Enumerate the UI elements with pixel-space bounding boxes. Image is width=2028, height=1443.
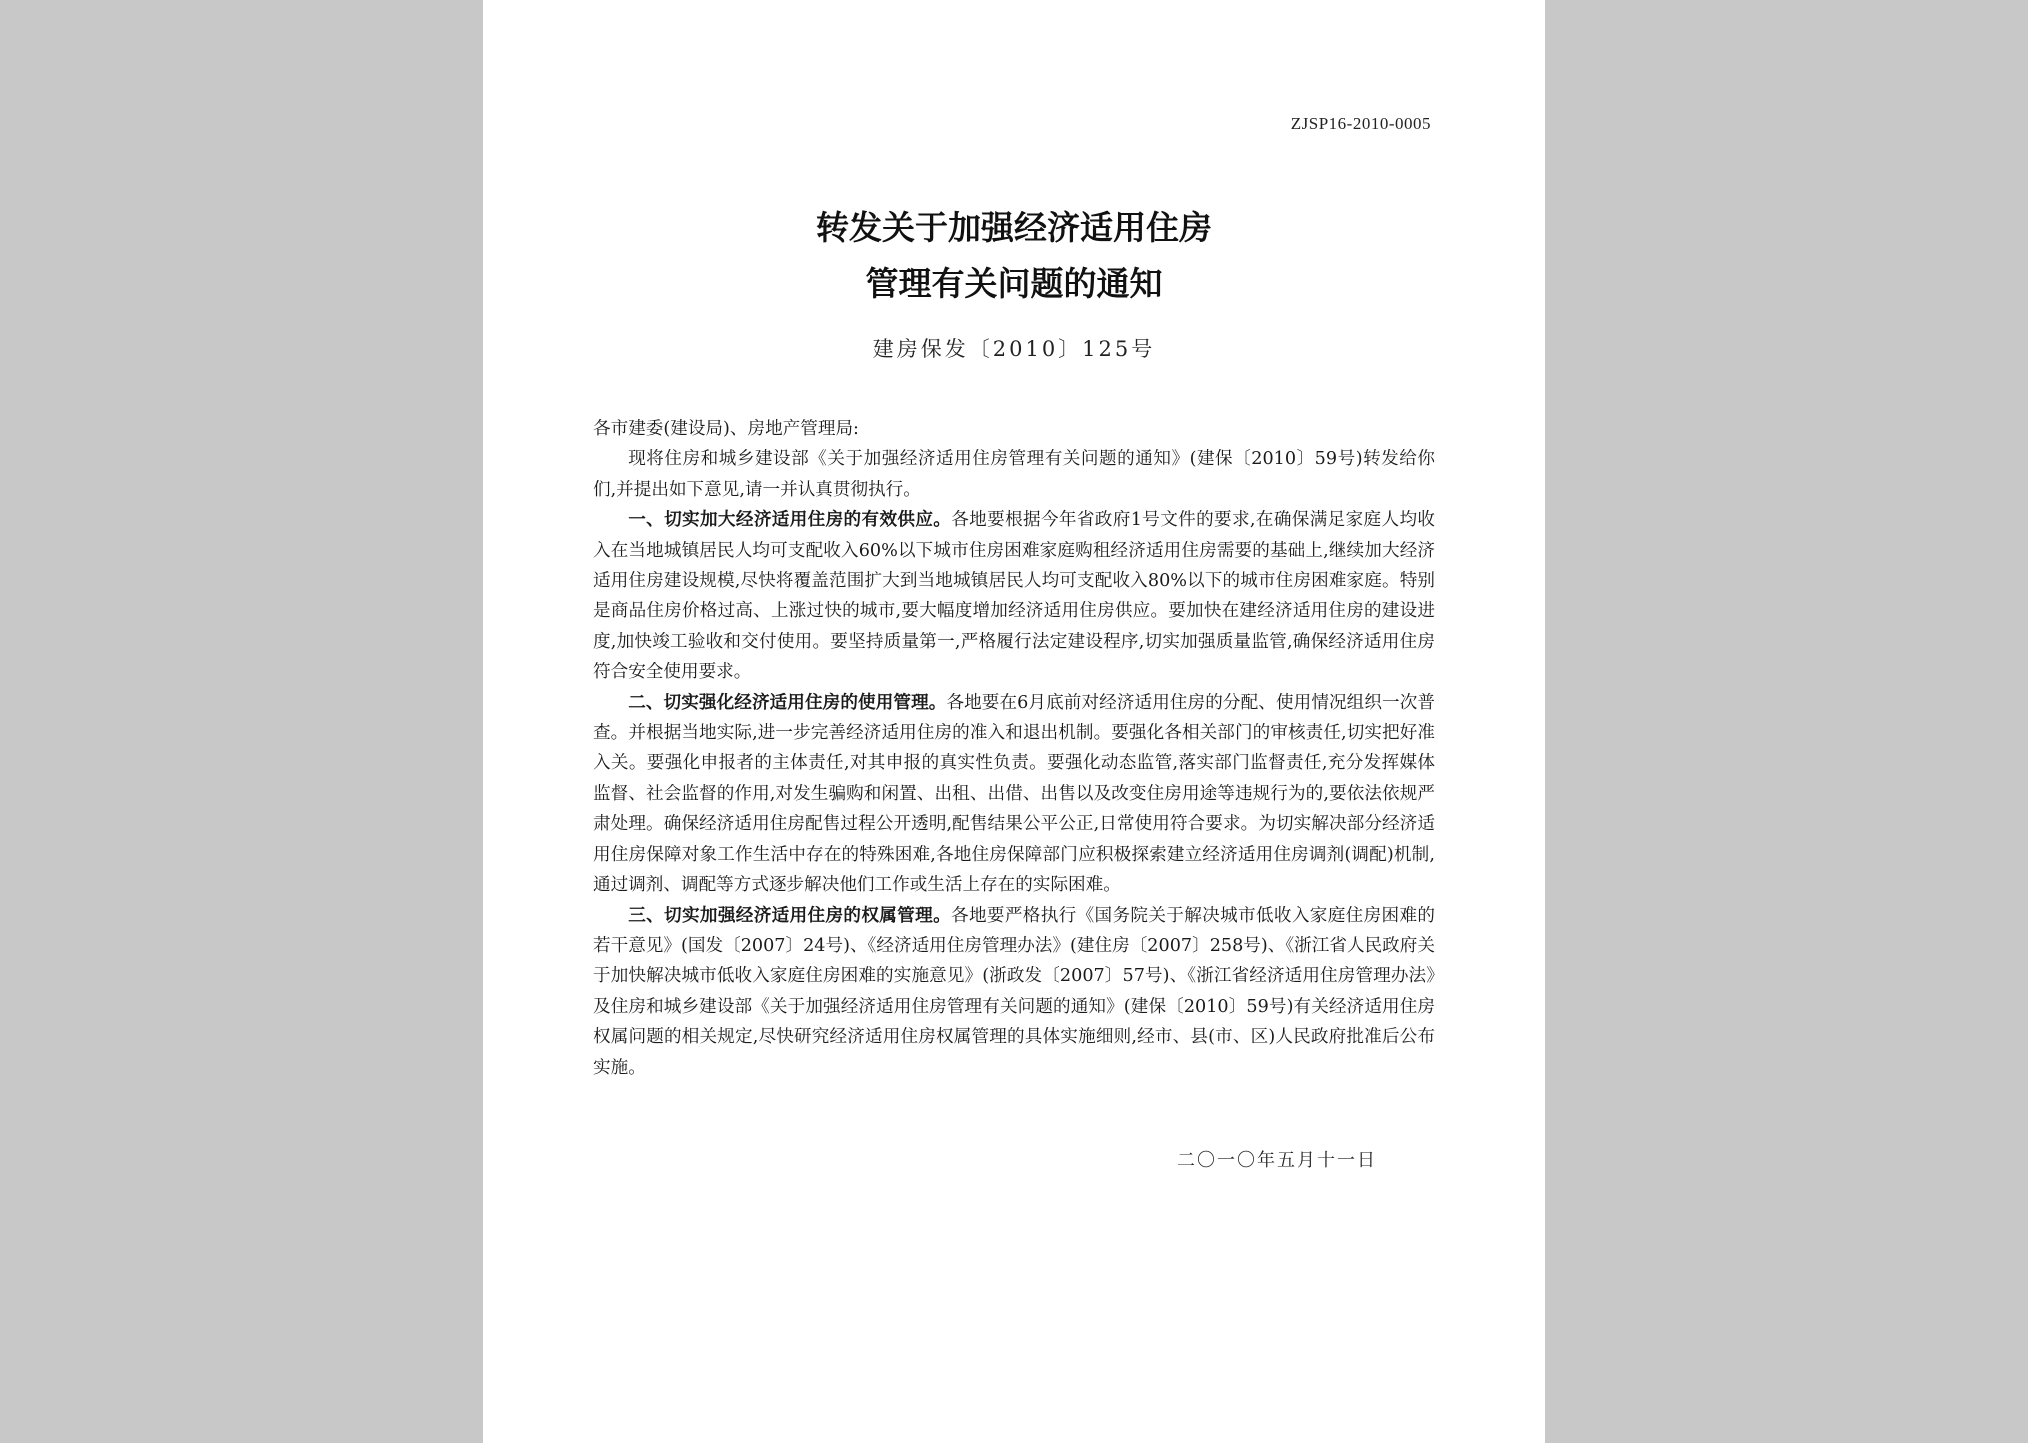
title-line-2: 管理有关问题的通知 [865, 264, 1163, 303]
document-code: ZJSP16-2010-0005 [1290, 114, 1431, 133]
section-text-2: 各地要在6月底前对经济适用住房的分配、使用情况组织一次普查。并根据当地实际,进一步完善经济适用住房的准入和退出机制。要强化各相关部门的审核责任,切实把好准入关。要强化申报者的主体责任,对其申报的真实性负责。要强化动态监管,落实部门监督责任,充分发挥媒体监督、社会监督的作用,对发生骗购和闲置、出租、出借、出售以及改变住房用途等违规行为的,要依法依规严肃处理。确保经济适用住房配售过程公开透明,配售结果公平公正,日常使用符合要求。为切实解决部分经济适用住房保障对象工作生活中存在的特殊困难,各地住房保障部门应积极探索建立经济适用住房调剂(调配)机制,通过调剂、调配等方式逐步解决他们工作或生活上存在的实际困难。 [593, 692, 1435, 896]
section-text-3: 各地要严格执行《国务院关于解决城市低收入家庭住房困难的若干意见》(国发〔2007〕24号)、《经济适用住房管理办法》(建住房〔2007〕258号)、《浙江省人民政府关于加快解决城市低收入家庭住房困难的实施意见》(浙政发〔2007〕57号)、《浙江省经济适用住房管理办法》及住房和城乡建设部《关于加强经济适用住房管理有关问题的通知》(建保〔2010〕59号)有关经济适用住房权属问题的相关规定,尽快研究经济适用住房权属管理的具体实施细则,经市、县(市、区)人民政府批准后公布实施。 [593, 905, 1435, 1078]
document-title [483, 200, 1545, 312]
section-text-1: 各地要根据今年省政府1号文件的要求,在确保满足家庭人均收入在当地城镇居民人均可支配收入60%以下城市住房困难家庭购租经济适用住房需要的基础上,继续加大经济适用住房建设规模,尽快将覆盖范围扩大到当地城镇居民人均可支配收入80%以下的城市住房困难家庭。特别是商品住房价格过高、上涨过快的城市,要大幅度增加经济适用住房供应。要加快在建经济适用住房的建设进度,加快竣工验收和交付使用。要坚持质量第一,严格履行法定建设程序,切实加强质量监管,确保经济适用住房符合安全使用要求。 [593, 510, 1435, 683]
document-number: 建房保发〔2010〕125号 [872, 337, 1156, 361]
section-paragraph-2 [593, 688, 1435, 901]
section-paragraph-1 [593, 505, 1435, 687]
document-body [593, 414, 1435, 1083]
title-line-1: 转发关于加强经济适用住房 [816, 208, 1212, 247]
section-heading-3: 三、切实加强经济适用住房的权属管理。 [628, 904, 952, 926]
document-page [483, 0, 1545, 1443]
intro-paragraph: 现将住房和城乡建设部《关于加强经济适用住房管理有关问题的通知》(建保〔2010〕59号)转发给你们,并提出如下意见,请一并认真贯彻执行。 [593, 449, 1435, 500]
section-paragraph-3 [593, 901, 1435, 1083]
document-date: 二〇一〇年五月十一日 [1177, 1150, 1377, 1171]
section-heading-1: 一、切实加大经济适用住房的有效供应。 [628, 509, 952, 531]
salutation: 各市建委(建设局)、房地产管理局: [593, 419, 859, 439]
section-heading-2: 二、切实强化经济适用住房的使用管理。 [628, 691, 947, 713]
